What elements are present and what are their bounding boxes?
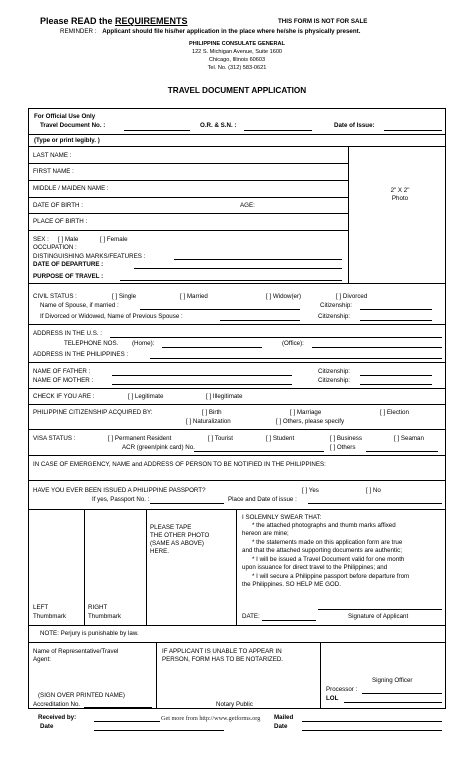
- father-citizenship-label: Citizenship:: [318, 368, 350, 375]
- election-checkbox[interactable]: [ ] Election: [380, 409, 409, 416]
- signing-officer: Signing Officer: [372, 677, 413, 684]
- reminder-text: Applicant should file his/her application in the place where he/she is physically present.: [102, 28, 361, 35]
- photo-divider: [348, 146, 349, 283]
- divorced-checkbox[interactable]: [ ] Divorced: [336, 293, 368, 300]
- spouse-field[interactable]: [140, 309, 300, 310]
- purpose-label: PURPOSE OF TRAVEL :: [33, 273, 104, 280]
- mother-citizenship-field[interactable]: [360, 384, 432, 385]
- official-use-label: For Official Use Only: [34, 113, 96, 120]
- father-citizenship-field[interactable]: [360, 375, 432, 376]
- please-read-text: Please READ the: [40, 16, 116, 26]
- divider: [28, 509, 446, 510]
- travel-doc-no-label: Travel Document No. :: [40, 122, 106, 129]
- spouse-label: Name of Spouse, if married :: [40, 302, 119, 309]
- oath-line-9: the Philippines. SO HELP ME GOD.: [242, 581, 341, 588]
- notary-public: Notary Public: [216, 701, 253, 708]
- notarize-line-2: PERSON, FORM HAS TO BE NOTARIZED.: [162, 656, 284, 663]
- place-date-issue-field[interactable]: [308, 503, 442, 504]
- reminder: [60, 28, 360, 35]
- visa-others-checkbox[interactable]: [ ] Others: [330, 444, 356, 451]
- oath-date-label: DATE:: [242, 613, 260, 620]
- civil-status-label: CIVIL STATUS :: [33, 293, 77, 300]
- business-checkbox[interactable]: [ ] Business: [330, 435, 362, 442]
- oath-line-4: * the statements made on this application form are true: [252, 539, 403, 546]
- divider: [28, 146, 446, 147]
- date-issue-label: Date of Issue:: [334, 122, 375, 129]
- age-label: AGE:: [240, 202, 255, 209]
- divider: [28, 134, 446, 135]
- oath-line-3: hereon are mine;: [242, 530, 289, 537]
- divider: [28, 324, 446, 325]
- photo-oath-divider: [236, 509, 237, 625]
- getforms-watermark[interactable]: Get more from http://www.getforms.org: [161, 715, 261, 722]
- sign-over-name: (SIGN OVER PRINTED NAME): [38, 692, 125, 699]
- received-date-field[interactable]: [94, 730, 224, 731]
- or-sn-field[interactable]: [244, 130, 312, 131]
- illegitimate-checkbox[interactable]: [ ] Illegitimate: [206, 393, 243, 400]
- notary-divider: [320, 642, 321, 709]
- citizenship-acquired-label: PHILIPPINE CITIZENSHIP ACQUIRED BY:: [33, 409, 153, 416]
- female-checkbox[interactable]: [ ] Female: [100, 236, 128, 243]
- prev-spouse-label: If Divorced or Widowed, Name of Previous Spouse :: [40, 313, 183, 320]
- us-address-field[interactable]: [110, 337, 442, 338]
- naturalization-checkbox[interactable]: [ ] Naturalization: [186, 418, 231, 425]
- consulate-address-1: 122 S. Michigan Avenue, Suite 1600: [191, 49, 283, 55]
- check-label: CHECK IF YOU ARE :: [33, 393, 95, 400]
- oath-line-8: * I will secure a Philippine passport before departure from: [252, 573, 410, 580]
- oath-line-5: and that the attached supporting documents are authentic;: [242, 547, 402, 554]
- mailed-field[interactable]: [302, 721, 442, 722]
- telephone-label: TELEPHONE NOS.: [64, 340, 119, 347]
- place-date-issue-label: Place and Date of issue :: [228, 496, 297, 503]
- lol-label: LOL: [326, 695, 339, 702]
- prev-spouse-citizenship-label: Citizenship:: [318, 313, 350, 320]
- seaman-checkbox[interactable]: [ ] Seaman: [394, 435, 424, 442]
- type-print-note: (Type or print legibly. ): [34, 137, 100, 144]
- prev-spouse-citizenship-field[interactable]: [360, 320, 432, 321]
- signature-line[interactable]: [318, 609, 442, 610]
- accreditation-label: Accreditation No.: [33, 701, 81, 708]
- tourist-checkbox[interactable]: [ ] Tourist: [208, 435, 233, 442]
- oath-line-2: * the attached photographs and thumb marks affixed: [252, 522, 396, 529]
- ph-address-field[interactable]: [150, 358, 442, 359]
- male-checkbox[interactable]: [ ] Male: [58, 236, 79, 243]
- marks-label: DISTINGUISHING MARKS/FEATURES :: [33, 253, 146, 260]
- passport-no-field[interactable]: [150, 503, 224, 504]
- first-name-label: FIRST NAME :: [33, 168, 74, 175]
- thumb-divider: [146, 509, 147, 625]
- departure-field[interactable]: [134, 268, 342, 269]
- reminder-label: REMINDER :: [60, 28, 97, 35]
- tape-photo-line-3: (SAME AS ABOVE): [150, 540, 204, 547]
- mailed-label: Mailed: [274, 714, 294, 721]
- signature-caption: Signature of Applicant: [348, 613, 409, 620]
- accreditation-field[interactable]: [84, 707, 152, 708]
- left-thumb-caption: Thumbmark: [33, 613, 67, 620]
- read-requirements: [40, 16, 188, 26]
- mother-citizenship-label: Citizenship:: [318, 377, 350, 384]
- not-for-sale: THIS FORM IS NOT FOR SALE: [278, 18, 368, 25]
- thumb-divider: [84, 509, 85, 625]
- divider: [28, 404, 446, 405]
- mother-field[interactable]: [112, 384, 292, 385]
- notarize-line-1: IF APPLICANT IS UNABLE TO APPEAR IN: [162, 648, 282, 655]
- representative-label-2: Agent:: [33, 656, 51, 663]
- visa-status-label: VISA STATUS :: [33, 435, 76, 442]
- right-thumb-label: RIGHT: [88, 604, 108, 611]
- last-name-label: LAST NAME :: [33, 152, 72, 159]
- home-phone-label: (Home):: [132, 340, 155, 347]
- first-name-field[interactable]: [28, 180, 348, 181]
- divider: [28, 283, 446, 284]
- processor-label: Processor :: [326, 686, 358, 693]
- mailed-date-label: Date: [274, 723, 288, 730]
- tape-photo-line-4: HERE.: [150, 548, 169, 555]
- passport-no-label: If yes, Passport No. :: [92, 496, 150, 503]
- lol-field[interactable]: [344, 702, 442, 703]
- form-title: TRAVEL DOCUMENT APPLICATION: [167, 86, 307, 95]
- last-name-field[interactable]: [28, 163, 348, 164]
- consulate-name: PHILIPPINE CONSULATE GENERAL: [189, 41, 285, 47]
- requirements-link[interactable]: REQUIREMENTS: [115, 16, 188, 26]
- divider: [28, 429, 446, 430]
- departure-label: DATE OF DEPARTURE :: [33, 261, 104, 268]
- consulate-tel: Tel. No. (312) 583-0621: [207, 65, 267, 71]
- dob-label: DATE OF BIRTH :: [33, 202, 83, 209]
- oath-line-7: upon issuance for direct travel to the Philippines; and: [242, 564, 388, 571]
- passport-yes-checkbox[interactable]: [ ] Yes: [302, 487, 319, 494]
- divider: [28, 455, 446, 456]
- office-phone-label: (Office):: [282, 340, 304, 347]
- processor-field[interactable]: [362, 693, 442, 694]
- divider: [28, 388, 446, 389]
- divider: [28, 480, 446, 481]
- marriage-checkbox[interactable]: [ ] Marriage: [290, 409, 322, 416]
- father-label: NAME OF FATHER :: [33, 368, 91, 375]
- marks-field[interactable]: [174, 259, 342, 260]
- passport-question: HAVE YOU EVER BEEN ISSUED A PHILIPPINE PASSPORT?: [33, 487, 206, 494]
- pob-field[interactable]: [28, 230, 348, 231]
- spouse-citizenship-field[interactable]: [360, 309, 432, 310]
- tape-photo-line-1: PLEASE TAPE: [150, 524, 192, 531]
- widow-checkbox[interactable]: [ ] Widow(er): [266, 293, 302, 300]
- father-field[interactable]: [112, 375, 292, 376]
- travel-doc-no-field[interactable]: [124, 130, 190, 131]
- photo-size: 2" X 2": [390, 187, 410, 194]
- legitimate-checkbox[interactable]: [ ] Legitimate: [128, 393, 164, 400]
- middle-name-label: MIDDLE / MAIDEN NAME :: [33, 185, 109, 192]
- mother-label: NAME OF MOTHER :: [33, 377, 94, 384]
- occupation-label: OCCUPATION :: [33, 244, 77, 251]
- divider: [28, 642, 446, 643]
- representative-label-1: Name of Representative/Travel: [33, 648, 119, 655]
- oath-date-field[interactable]: [262, 620, 316, 621]
- perjury-note: NOTE: Perjury is punishable by law.: [40, 630, 139, 637]
- tape-photo-line-2: THE OTHER PHOTO: [150, 532, 210, 539]
- pob-label: PLACE OF BIRTH :: [33, 218, 88, 225]
- dob-field[interactable]: [28, 213, 348, 214]
- photo-label: Photo: [391, 195, 409, 202]
- oath-line-6: * I will be issued a Travel Document valid for one month: [252, 556, 405, 563]
- received-by-label: Received by:: [38, 714, 77, 721]
- acr-field[interactable]: [194, 451, 324, 452]
- birth-checkbox[interactable]: [ ] Birth: [202, 409, 222, 416]
- ph-address-label: ADDRESS IN THE PHILIPPINES :: [33, 351, 129, 358]
- middle-name-field[interactable]: [28, 197, 348, 198]
- divider: [28, 625, 446, 626]
- single-checkbox[interactable]: [ ] Single: [112, 293, 137, 300]
- married-checkbox[interactable]: [ ] Married: [180, 293, 208, 300]
- home-phone-field[interactable]: [162, 347, 262, 348]
- consulate-address-2: Chicago, Illinois 60603: [208, 57, 266, 63]
- oath-line-1: I SOLEMNLY SWEAR THAT:: [242, 514, 322, 521]
- prev-spouse-field[interactable]: [220, 320, 300, 321]
- visa-others-field[interactable]: [366, 451, 438, 452]
- acr-label: ACR (green/pink card) No.: [122, 444, 195, 451]
- sex-label: SEX :: [33, 236, 49, 243]
- left-thumb-label: LEFT: [33, 604, 49, 611]
- passport-no-checkbox[interactable]: [ ] No: [366, 487, 381, 494]
- purpose-field[interactable]: [120, 280, 342, 281]
- received-date-label: Date: [40, 723, 54, 730]
- others-specify-checkbox[interactable]: [ ] Others, please specify: [276, 418, 345, 425]
- spouse-citizenship-label: Citizenship:: [320, 302, 352, 309]
- mailed-date-field[interactable]: [302, 730, 442, 731]
- office-phone-field[interactable]: [312, 347, 442, 348]
- emergency-label: IN CASE OF EMERGENCY, NAME and ADDRESS OF PERSON TO BE NOTIFIED IN THE PHILIPPINES:: [33, 461, 326, 468]
- us-address-label: ADDRESS IN THE U.S. :: [33, 330, 102, 337]
- student-checkbox[interactable]: [ ] Student: [266, 435, 295, 442]
- rep-divider: [156, 642, 157, 709]
- date-issue-field[interactable]: [384, 130, 442, 131]
- or-sn-label: O.R. & S.N. :: [200, 122, 237, 129]
- permanent-resident-checkbox[interactable]: [ ] Permanent Resident: [108, 435, 172, 442]
- right-thumb-caption: Thumbmark: [88, 613, 122, 620]
- divider: [28, 362, 446, 363]
